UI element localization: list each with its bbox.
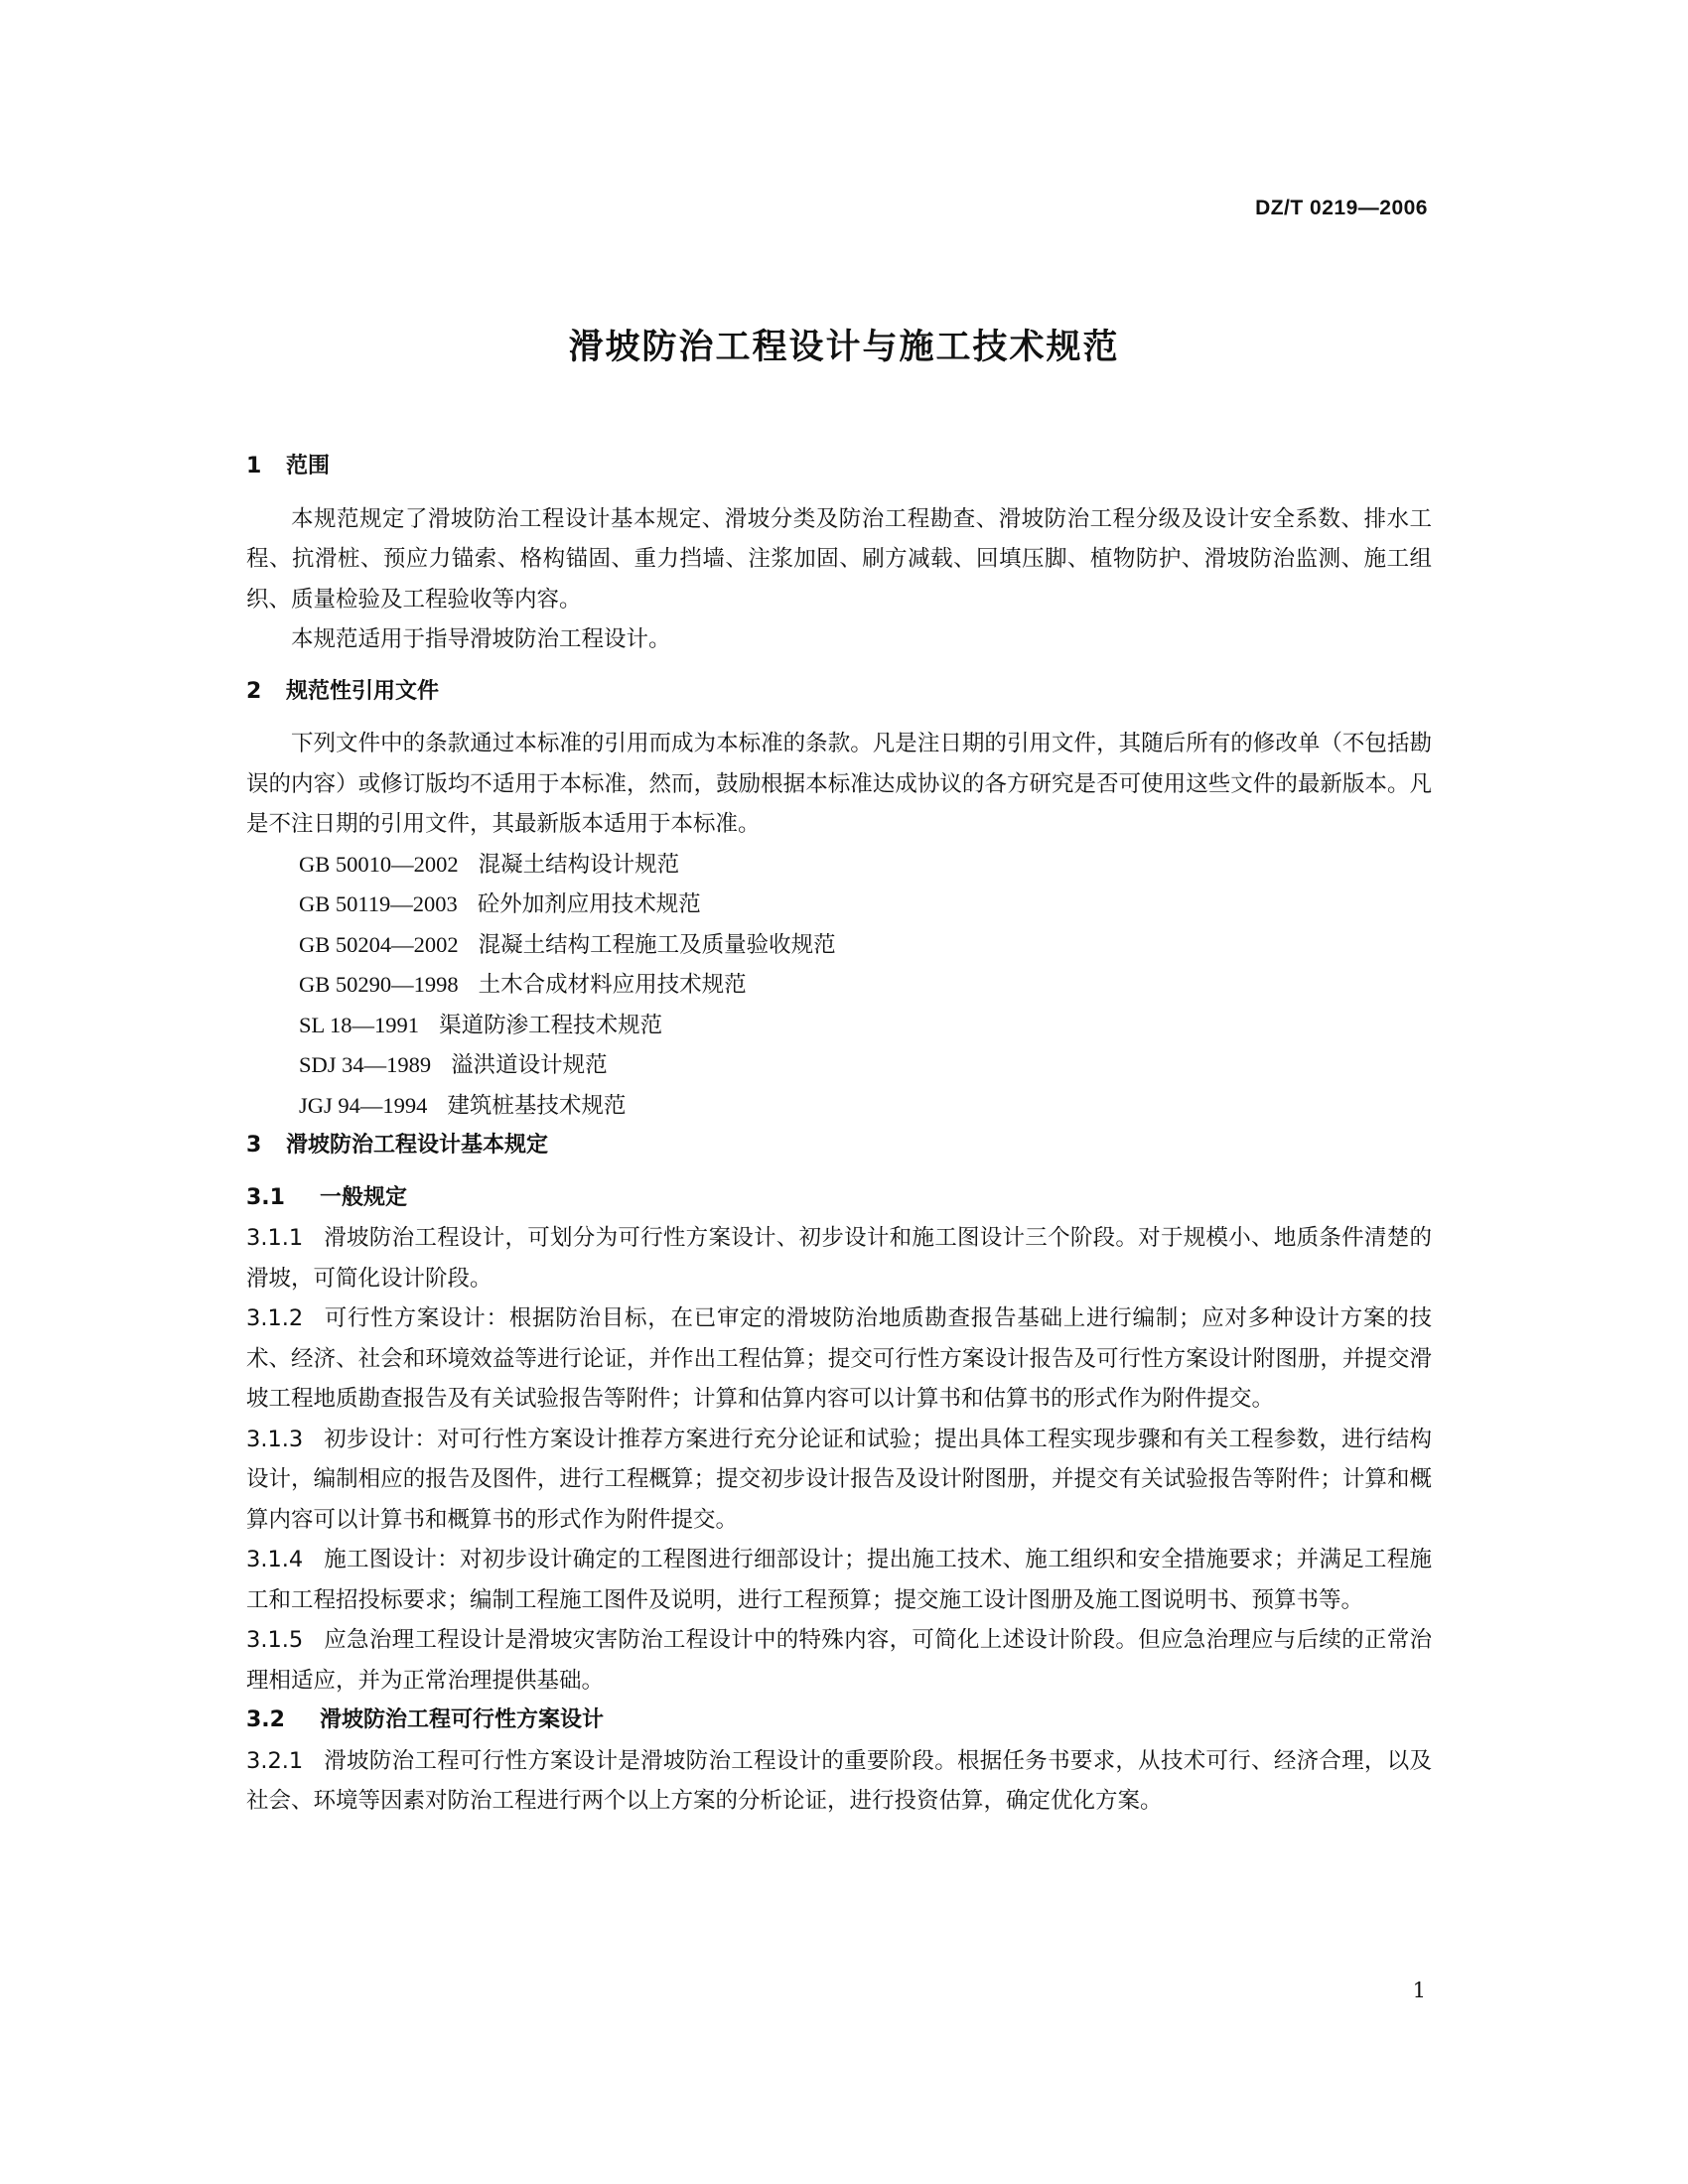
section-1-paragraph-2: 本规范适用于指导滑坡防治工程设计。 xyxy=(291,626,671,652)
clause-number: 3.1.1 xyxy=(246,1225,304,1251)
reference-item xyxy=(246,1086,1432,1127)
reference-name: 建筑桩基技术规范 xyxy=(447,1092,627,1119)
section-number: 2 xyxy=(246,678,262,704)
clause-text: 应急治理工程设计是滑坡灾害防治工程设计中的特殊内容，可简化上述设计阶段。但应急治理应与后续的正常治理相适应，并为正常治理提供基础。 xyxy=(246,1627,1432,1694)
section-title: 规范性引用文件 xyxy=(286,678,440,704)
reference-item xyxy=(246,925,1432,966)
section-3-heading xyxy=(246,1126,1432,1166)
reference-code: SDJ 34—1989 xyxy=(299,1052,432,1077)
clause-text: 滑坡防治工程可行性方案设计是滑坡防治工程设计的重要阶段。根据任务书要求，从技术可行、经济合理，以及社会、环境等因素对防治工程进行两个以上方案的分析论证，进行投资估算，确定优化方案。 xyxy=(246,1747,1432,1814)
subsection-3-2-heading xyxy=(246,1701,1432,1741)
normative-reference-list xyxy=(246,845,1432,1127)
clause-number: 3.2.1 xyxy=(246,1747,304,1774)
subsection-3-1-heading xyxy=(246,1178,1432,1219)
section-2-heading xyxy=(246,672,1432,713)
reference-name: 混凝土结构工程施工及质量验收规范 xyxy=(478,931,836,958)
section-1-paragraph-1: 本规范规定了滑坡防治工程设计基本规定、滑坡分类及防治工程勘查、滑坡防治工程分级及设计安全系数、排水工程、抗滑桩、预应力锚索、格构锚固、重力挡墙、注浆加固、刷方减载、回填压脚、植物防护、滑坡防治监测、施工组织、质量检验及工程验收等内容。 xyxy=(246,505,1432,613)
clause-3-1-3 xyxy=(246,1420,1432,1541)
clause-3-1-5 xyxy=(246,1620,1432,1701)
reference-name: 溢洪道设计规范 xyxy=(451,1052,608,1078)
reference-code: SL 18—1991 xyxy=(299,1012,420,1037)
standard-code: DZ/T 0219—2006 xyxy=(1255,197,1428,219)
reference-item xyxy=(246,1006,1432,1046)
section-title: 范围 xyxy=(286,454,331,478)
reference-code: GB 50290—1998 xyxy=(299,972,459,997)
document-title: 滑坡防治工程设计与施工技术规范 xyxy=(568,328,1120,367)
clause-number: 3.1.2 xyxy=(246,1305,304,1331)
reference-name: 渠道防渗工程技术规范 xyxy=(439,1012,663,1038)
subsection-number: 3.1 xyxy=(246,1184,285,1210)
reference-code: GB 50204—2002 xyxy=(299,931,459,957)
reference-name: 砼外加剂应用技术规范 xyxy=(477,891,701,917)
clause-number: 3.1.3 xyxy=(246,1426,304,1452)
clause-text: 可行性方案设计：根据防治目标，在已审定的滑坡防治地质勘查报告基础上进行编制；应对多种设计方案的技术、经济、社会和环境效益等进行论证，并作出工程估算；提交可行性方案设计报告及可行性方案设计附图册，并提交滑坡工程地质勘查报告及有关试验报告等附件；计算和估算内容可以计算书和估算书的形式作为附件提交。 xyxy=(246,1305,1432,1412)
clause-number: 3.1.4 xyxy=(246,1547,304,1572)
reference-code: GB 50119—2003 xyxy=(299,891,458,916)
reference-item xyxy=(246,965,1432,1006)
reference-item xyxy=(246,1045,1432,1086)
clause-text: 施工图设计：对初步设计确定的工程图进行细部设计；提出施工技术、施工组织和安全措施要求；并满足工程施工和工程招投标要求；编制工程施工图件及说明，进行工程预算；提交施工设计图册及施工图说明书、预算书等。 xyxy=(246,1547,1432,1613)
clause-3-1-4 xyxy=(246,1540,1432,1620)
clause-text: 初步设计：对可行性方案设计推荐方案进行充分论证和试验；提出具体工程实现步骤和有关工程参数，进行结构设计，编制相应的报告及图件，进行工程概算；提交初步设计报告及设计附图册，并提交有关试验报告等附件；计算和概算内容可以计算书和概算书的形式作为附件提交。 xyxy=(246,1426,1432,1533)
section-number: 3 xyxy=(246,1133,262,1158)
reference-item xyxy=(246,885,1432,925)
clause-number: 3.1.5 xyxy=(246,1627,304,1653)
clause-text: 滑坡防治工程设计，可划分为可行性方案设计、初步设计和施工图设计三个阶段。对于规模小、地质条件清楚的滑坡，可简化设计阶段。 xyxy=(246,1225,1432,1292)
subsection-number: 3.2 xyxy=(246,1707,285,1732)
document-body xyxy=(246,447,1432,1822)
subsection-title: 滑坡防治工程可行性方案设计 xyxy=(320,1707,605,1732)
reference-name: 混凝土结构设计规范 xyxy=(478,851,680,878)
reference-code: JGJ 94—1994 xyxy=(299,1092,428,1118)
section-1-heading xyxy=(246,447,1432,487)
reference-name: 土木合成材料应用技术规范 xyxy=(478,972,747,998)
page-number: 1 xyxy=(1412,1979,1426,2002)
clause-3-2-1 xyxy=(246,1741,1432,1822)
subsection-title: 一般规定 xyxy=(320,1184,408,1210)
clause-3-1-1 xyxy=(246,1218,1432,1298)
reference-code: GB 50010—2002 xyxy=(299,851,459,877)
reference-item xyxy=(246,845,1432,886)
clause-3-1-2 xyxy=(246,1298,1432,1420)
section-2-intro: 下列文件中的条款通过本标准的引用而成为本标准的条款。凡是注日期的引用文件，其随后所有的修改单（不包括勘误的内容）或修订版均不适用于本标准，然而，鼓励根据本标准达成协议的各方研究是否可使用这些文件的最新版本。凡是不注日期的引用文件，其最新版本适用于本标准。 xyxy=(246,731,1432,837)
section-title: 滑坡防治工程设计基本规定 xyxy=(286,1133,549,1158)
section-number: 1 xyxy=(246,454,262,478)
